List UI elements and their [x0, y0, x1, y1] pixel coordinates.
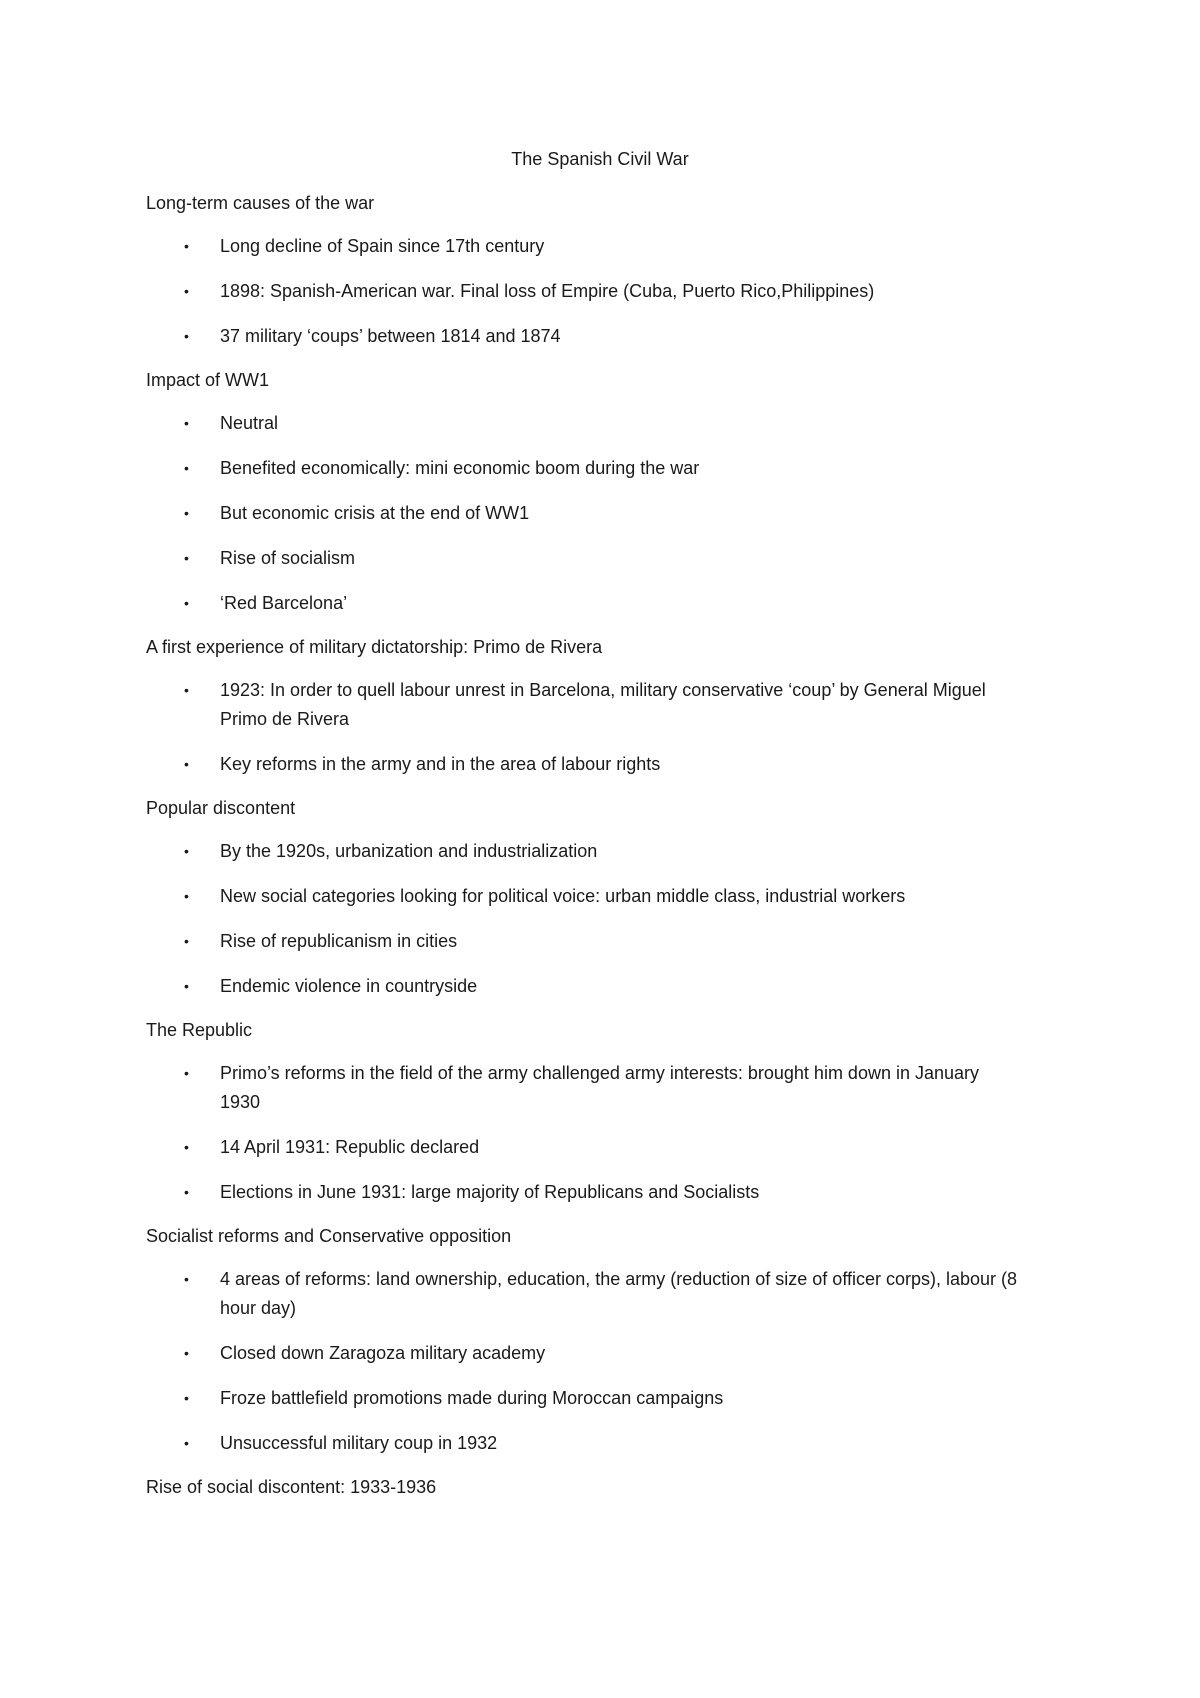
list-item	[146, 750, 1046, 779]
list-item-text: Long decline of Spain since 17th century	[220, 236, 545, 256]
list-item	[146, 837, 1046, 866]
list-item	[146, 927, 1046, 956]
bullet-icon: •	[184, 756, 189, 772]
section-heading: Rise of social discontent: 1933-1936	[146, 1477, 437, 1497]
list-item-text: ‘Red Barcelona’	[220, 593, 348, 613]
list-item	[146, 676, 1046, 734]
list-item	[146, 1384, 1046, 1413]
list-item-text: 14 April 1931: Republic declared	[220, 1137, 480, 1157]
list-item	[146, 882, 1046, 911]
list-item-text: Rise of republicanism in cities	[220, 931, 458, 951]
list-item	[146, 277, 1046, 306]
bullet-list	[146, 1059, 1046, 1207]
bullet-icon: •	[184, 1390, 189, 1406]
bullet-icon: •	[184, 595, 189, 611]
list-item	[146, 454, 1046, 483]
list-item	[146, 232, 1046, 261]
bullet-icon: •	[184, 933, 189, 949]
section-heading: A first experience of military dictatorship: Primo de Rivera	[146, 637, 603, 657]
list-item-text: 4 areas of reforms: land ownership, education, the army (reduction of size of officer corps), labour (8 hour day)	[220, 1269, 1018, 1318]
bullet-icon: •	[184, 1435, 189, 1451]
list-item	[146, 1059, 1046, 1117]
list-item-text: Rise of socialism	[220, 548, 356, 568]
list-item-text: 37 military ‘coups’ between 1814 and 1874	[220, 326, 561, 346]
list-item	[146, 1265, 1046, 1323]
bullet-list	[146, 676, 1046, 779]
list-item-text: Neutral	[220, 413, 279, 433]
bullet-icon: •	[184, 283, 189, 299]
list-item	[146, 1339, 1046, 1368]
bullet-icon: •	[184, 843, 189, 859]
document-title: The Spanish Civil War	[511, 149, 689, 169]
document-body	[146, 190, 1046, 1516]
list-item-text: By the 1920s, urbanization and industrialization	[220, 841, 598, 861]
section-heading: Socialist reforms and Conservative opposition	[146, 1226, 512, 1246]
bullet-icon: •	[184, 550, 189, 566]
list-item-text: Froze battlefield promotions made during Moroccan campaigns	[220, 1388, 724, 1408]
bullet-list	[146, 232, 1046, 351]
list-item-text: But economic crisis at the end of WW1	[220, 503, 530, 523]
list-item	[146, 409, 1046, 438]
list-item	[146, 1429, 1046, 1458]
bullet-icon: •	[184, 460, 189, 476]
list-item-text: Primo’s reforms in the field of the army challenged army interests: brought him down in January 1930	[220, 1063, 980, 1112]
bullet-icon: •	[184, 978, 189, 994]
list-item-text: Endemic violence in countryside	[220, 976, 478, 996]
bullet-icon: •	[184, 1271, 189, 1287]
list-item-text: Benefited economically: mini economic boom during the war	[220, 458, 700, 478]
list-item	[146, 1133, 1046, 1162]
list-item-text: Key reforms in the army and in the area of labour rights	[220, 754, 661, 774]
bullet-icon: •	[184, 238, 189, 254]
list-item-text: Unsuccessful military coup in 1932	[220, 1433, 498, 1453]
list-item-text: 1923: In order to quell labour unrest in Barcelona, military conservative ‘coup’ by General Miguel Primo de Rivera	[220, 680, 986, 729]
list-item	[146, 544, 1046, 573]
list-item	[146, 589, 1046, 618]
list-item-text: Elections in June 1931: large majority of Republicans and Socialists	[220, 1182, 760, 1202]
section-heading: Popular discontent	[146, 798, 296, 818]
bullet-icon: •	[184, 505, 189, 521]
section-heading: The Republic	[146, 1020, 253, 1040]
bullet-icon: •	[184, 1184, 189, 1200]
bullet-icon: •	[184, 1065, 189, 1081]
bullet-icon: •	[184, 682, 189, 698]
list-item-text: 1898: Spanish-American war. Final loss of Empire (Cuba, Puerto Rico,Philippines)	[220, 281, 875, 301]
list-item-text: New social categories looking for political voice: urban middle class, industrial workers	[220, 886, 906, 906]
list-item	[146, 499, 1046, 528]
bullet-icon: •	[184, 1345, 189, 1361]
section-heading: Long-term causes of the war	[146, 193, 375, 213]
bullet-list	[146, 837, 1046, 1001]
list-item-text: Closed down Zaragoza military academy	[220, 1343, 546, 1363]
bullet-list	[146, 409, 1046, 618]
list-item	[146, 1178, 1046, 1207]
bullet-icon: •	[184, 1139, 189, 1155]
bullet-list	[146, 1265, 1046, 1458]
bullet-icon: •	[184, 328, 189, 344]
list-item	[146, 322, 1046, 351]
bullet-icon: •	[184, 415, 189, 431]
list-item	[146, 972, 1046, 1001]
bullet-icon: •	[184, 888, 189, 904]
section-heading: Impact of WW1	[146, 370, 270, 390]
